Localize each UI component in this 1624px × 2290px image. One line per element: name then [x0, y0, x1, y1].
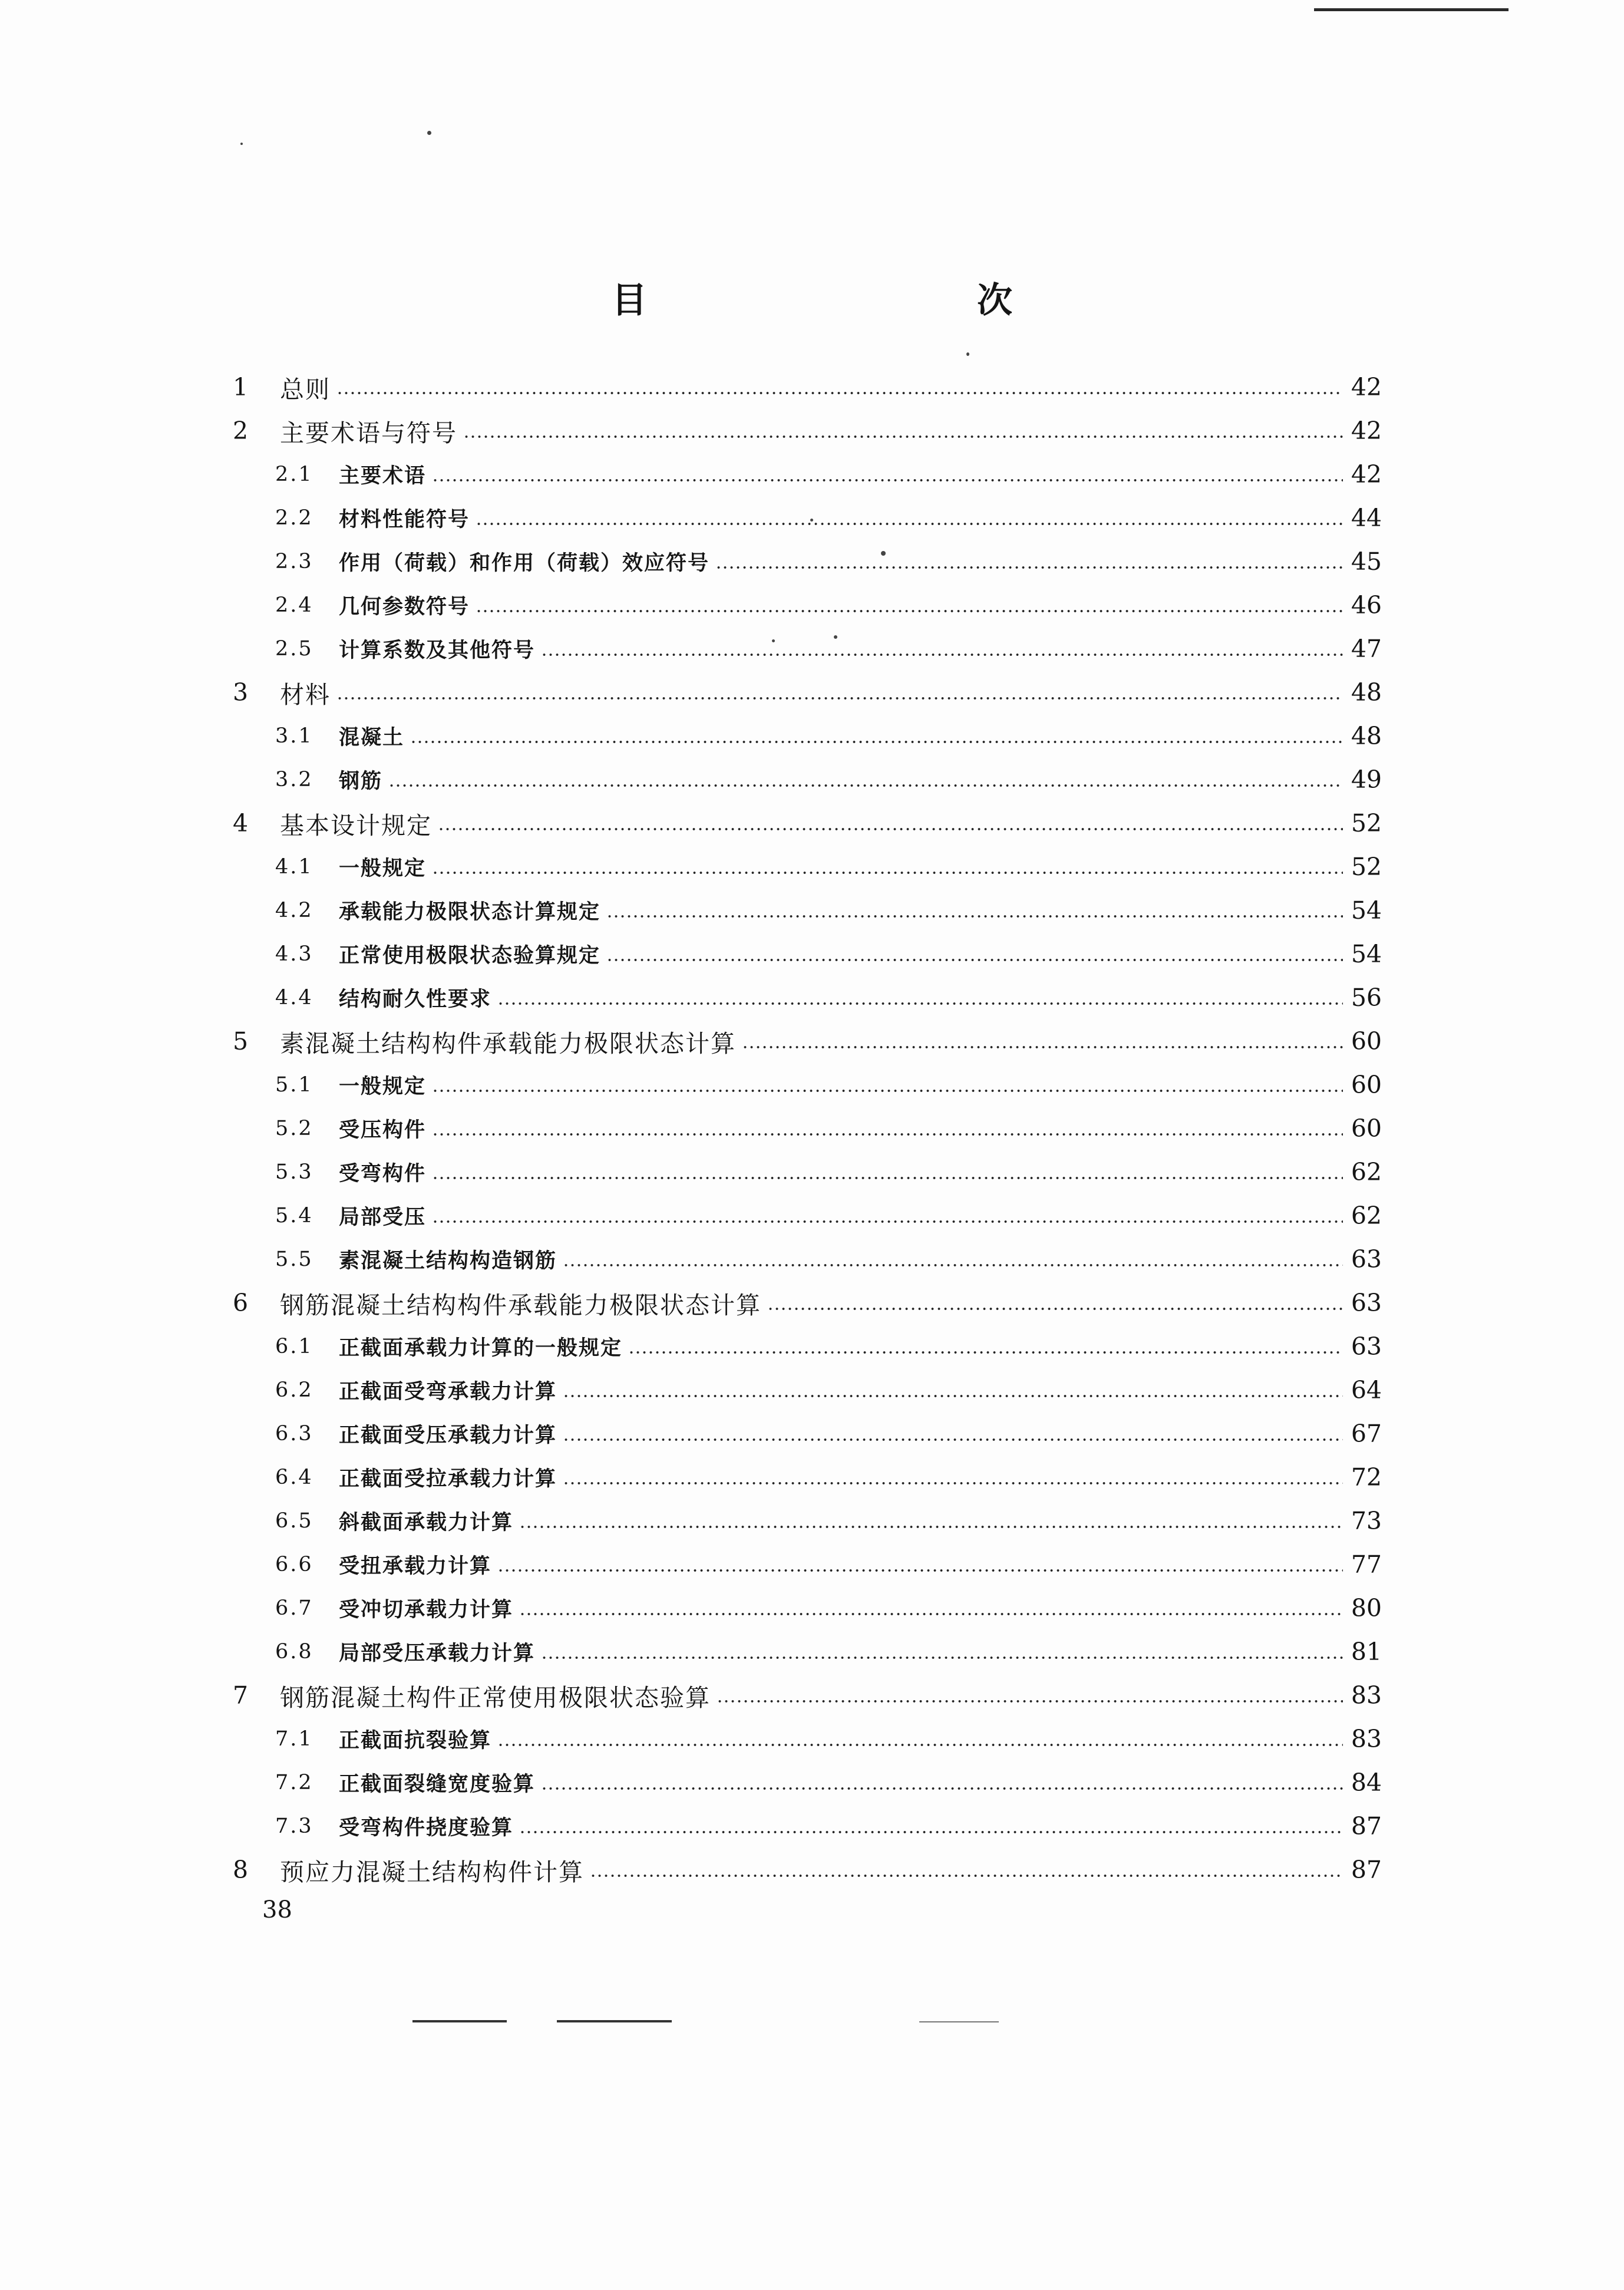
toc-entry-number: 5.2 [275, 1117, 313, 1140]
toc-entry-page: 87 [1351, 1812, 1382, 1840]
toc-dot-leader [715, 565, 1343, 570]
bottom-edge-mark [412, 2020, 507, 2022]
toc-section-entry[interactable] [233, 627, 1382, 671]
toc-section-entry[interactable] [233, 453, 1382, 496]
toc-dot-leader [432, 870, 1343, 875]
toc-dot-leader [541, 652, 1343, 657]
toc-entry-number: 5.1 [275, 1073, 313, 1097]
bottom-edge-mark [557, 2020, 672, 2022]
toc-entry-page: 48 [1351, 678, 1382, 707]
toc-entry-page: 60 [1351, 1114, 1382, 1143]
toc-chapter-entry[interactable] [233, 1019, 1382, 1063]
toc-entry-number: 5 [233, 1027, 249, 1055]
toc-section-entry[interactable] [233, 540, 1382, 583]
toc-entry-title: 承载能力极限状态计算规定 [339, 900, 601, 924]
toc-entry-title: 受扭承载力计算 [339, 1555, 492, 1578]
toc-section-entry[interactable] [233, 1368, 1382, 1412]
toc-entry-title: 总则 [280, 375, 331, 404]
toc-section-entry[interactable] [233, 1238, 1382, 1281]
toc-section-entry[interactable] [233, 889, 1382, 932]
toc-chapter-entry[interactable] [233, 365, 1382, 409]
toc-entry-title: 主要术语与符号 [280, 418, 457, 447]
page-title: 目 次 [612, 280, 1160, 322]
table-of-contents [233, 365, 1382, 1892]
toc-entry-title: 正截面受拉承载力计算 [339, 1467, 557, 1491]
toc-entry-number: 2.3 [275, 550, 313, 573]
toc-dot-leader [742, 1045, 1343, 1050]
toc-entry-number: 2.1 [275, 463, 313, 486]
toc-entry-number: 4 [233, 809, 249, 837]
toc-section-entry[interactable] [233, 714, 1382, 758]
toc-entry-title: 斜截面承载力计算 [339, 1511, 514, 1535]
toc-chapter-entry[interactable] [233, 671, 1382, 714]
toc-dot-leader [432, 1219, 1343, 1224]
toc-entry-number: 3.1 [275, 724, 313, 748]
toc-dot-leader [432, 1176, 1343, 1180]
toc-entry-page: 44 [1351, 504, 1382, 532]
toc-entry-number: 6.8 [275, 1640, 313, 1664]
toc-dot-leader [767, 1306, 1343, 1311]
toc-dot-leader [497, 1568, 1343, 1573]
toc-dot-leader [497, 1743, 1343, 1747]
toc-entry-page: 49 [1351, 765, 1382, 794]
toc-entry-page: 54 [1351, 896, 1382, 925]
toc-entry-page: 42 [1351, 373, 1382, 401]
toc-entry-number: 2.2 [275, 506, 313, 530]
toc-entry-number: 5.4 [275, 1204, 313, 1228]
toc-entry-title: 材料 [280, 680, 331, 709]
toc-entry-page: 60 [1351, 1027, 1382, 1055]
toc-entry-title: 正截面抗裂验算 [339, 1729, 492, 1753]
toc-dot-leader [463, 434, 1343, 439]
toc-dot-leader [590, 1873, 1343, 1878]
toc-entry-page: 52 [1351, 853, 1382, 881]
toc-entry-number: 5.5 [275, 1248, 313, 1271]
toc-entry-number: 2.5 [275, 637, 313, 661]
toc-entry-number: 5.3 [275, 1160, 313, 1184]
toc-entry-title: 主要术语 [339, 464, 427, 488]
toc-entry-page: 52 [1351, 809, 1382, 837]
toc-entry-page: 87 [1351, 1856, 1382, 1884]
toc-entry-title: 正常使用极限状态验算规定 [339, 944, 601, 968]
toc-dot-leader [541, 1655, 1343, 1660]
toc-section-entry[interactable] [233, 1150, 1382, 1194]
toc-chapter-entry[interactable] [233, 801, 1382, 845]
toc-dot-leader [563, 1394, 1343, 1398]
toc-entry-number: 3.2 [275, 768, 313, 791]
toc-section-entry[interactable] [233, 1107, 1382, 1150]
toc-dot-leader [432, 1088, 1343, 1093]
toc-section-entry[interactable] [233, 1761, 1382, 1804]
toc-dot-leader [563, 1481, 1343, 1486]
scan-speck [240, 143, 243, 145]
toc-entry-number: 4.3 [275, 942, 313, 966]
toc-dot-leader [563, 1263, 1343, 1268]
toc-entry-title: 局部受压 [339, 1206, 427, 1229]
toc-entry-title: 受冲切承载力计算 [339, 1598, 514, 1622]
toc-entry-page: 63 [1351, 1245, 1382, 1273]
toc-entry-page: 47 [1351, 635, 1382, 663]
toc-entry-page: 62 [1351, 1202, 1382, 1230]
toc-entry-number: 4.1 [275, 855, 313, 879]
toc-chapter-entry[interactable] [233, 1848, 1382, 1892]
toc-section-entry[interactable] [233, 1586, 1382, 1630]
toc-dot-leader [563, 1437, 1343, 1442]
toc-entry-page: 67 [1351, 1420, 1382, 1448]
toc-entry-title: 几何参数符号 [339, 595, 470, 619]
toc-entry-number: 4.2 [275, 899, 313, 922]
toc-entry-page: 64 [1351, 1376, 1382, 1404]
toc-entry-number: 1 [233, 373, 249, 401]
toc-dot-leader [497, 1001, 1343, 1006]
toc-section-entry[interactable] [233, 1717, 1382, 1761]
toc-dot-leader [541, 1786, 1343, 1791]
toc-section-entry[interactable] [233, 1630, 1382, 1674]
toc-entry-number: 6.7 [275, 1596, 313, 1620]
toc-entry-page: 45 [1351, 547, 1382, 576]
toc-entry-title: 一般规定 [339, 857, 427, 880]
toc-entry-title: 局部受压承载力计算 [339, 1642, 536, 1665]
toc-entry-title: 受弯构件 [339, 1162, 427, 1186]
toc-entry-page: 42 [1351, 460, 1382, 489]
toc-entry-number: 4.4 [275, 986, 313, 1009]
toc-entry-title: 混凝土 [339, 726, 405, 750]
toc-entry-page: 60 [1351, 1071, 1382, 1099]
toc-chapter-entry[interactable] [233, 1674, 1382, 1717]
toc-entry-page: 80 [1351, 1594, 1382, 1622]
toc-entry-page: 77 [1351, 1550, 1382, 1579]
toc-entry-title: 钢筋混凝土构件正常使用极限状态验算 [280, 1683, 711, 1712]
toc-entry-title: 正截面受压承载力计算 [339, 1424, 557, 1447]
toc-entry-title: 作用（荷载）和作用（荷载）效应符号 [339, 552, 710, 575]
toc-entry-page: 42 [1351, 417, 1382, 445]
toc-section-entry[interactable] [233, 1194, 1382, 1238]
toc-entry-title: 钢筋混凝土结构构件承载能力极限状态计算 [280, 1291, 761, 1319]
toc-entry-title: 结构耐久性要求 [339, 988, 492, 1011]
toc-entry-title: 一般规定 [339, 1075, 427, 1098]
toc-section-entry[interactable] [233, 1456, 1382, 1499]
toc-entry-page: 62 [1351, 1158, 1382, 1186]
toc-entry-title: 计算系数及其他符号 [339, 639, 536, 662]
toc-section-entry[interactable] [233, 1543, 1382, 1586]
toc-dot-leader [519, 1612, 1343, 1616]
toc-entry-page: 73 [1351, 1507, 1382, 1535]
toc-section-entry[interactable] [233, 496, 1382, 540]
page-number: 38 [262, 1896, 292, 1923]
toc-section-entry[interactable] [233, 1804, 1382, 1848]
toc-chapter-entry[interactable] [233, 1281, 1382, 1325]
toc-entry-number: 6.1 [275, 1335, 313, 1358]
toc-entry-page: 83 [1351, 1725, 1382, 1753]
toc-entry-number: 6.5 [275, 1509, 313, 1533]
toc-entry-number: 7.3 [275, 1814, 313, 1838]
toc-entry-title: 钢筋 [339, 770, 383, 793]
toc-entry-number: 3 [233, 678, 249, 707]
toc-entry-title: 正截面裂缝宽度验算 [339, 1773, 536, 1796]
bottom-edge-mark [919, 2021, 999, 2022]
toc-entry-title: 预应力混凝土结构构件计算 [280, 1857, 584, 1886]
toc-section-entry[interactable] [233, 932, 1382, 976]
scan-speck [427, 131, 431, 135]
toc-entry-number: 8 [233, 1856, 249, 1884]
toc-dot-leader [336, 696, 1343, 701]
toc-entry-title: 基本设计规定 [280, 811, 432, 840]
toc-entry-number: 6.3 [275, 1422, 313, 1446]
toc-entry-page: 84 [1351, 1768, 1382, 1797]
toc-entry-page: 56 [1351, 984, 1382, 1012]
toc-dot-leader [388, 783, 1343, 788]
toc-section-entry[interactable] [233, 976, 1382, 1019]
toc-entry-number: 2 [233, 417, 249, 445]
toc-entry-number: 7.1 [275, 1727, 313, 1751]
toc-entry-title: 素混凝土结构构造钢筋 [339, 1249, 557, 1273]
toc-section-entry[interactable] [233, 1063, 1382, 1107]
toc-entry-number: 2.4 [275, 593, 313, 617]
toc-section-entry[interactable] [233, 1412, 1382, 1456]
toc-entry-page: 83 [1351, 1681, 1382, 1710]
toc-dot-leader [628, 1350, 1343, 1355]
toc-entry-title: 受弯构件挠度验算 [339, 1816, 514, 1840]
toc-dot-leader [519, 1830, 1343, 1834]
toc-dot-leader [438, 827, 1343, 831]
toc-section-entry[interactable] [233, 845, 1382, 889]
toc-entry-page: 46 [1351, 591, 1382, 619]
toc-entry-number: 6.4 [275, 1466, 313, 1489]
toc-entry-page: 48 [1351, 722, 1382, 750]
toc-section-entry[interactable] [233, 1325, 1382, 1368]
toc-entry-page: 63 [1351, 1289, 1382, 1317]
toc-dot-leader [336, 391, 1343, 395]
toc-entry-number: 6.6 [275, 1553, 313, 1576]
toc-entry-page: 81 [1351, 1638, 1382, 1666]
toc-entry-number: 6 [233, 1289, 249, 1317]
toc-entry-page: 63 [1351, 1332, 1382, 1361]
toc-entry-title: 材料性能符号 [339, 508, 470, 532]
scan-speck [966, 352, 969, 356]
toc-dot-leader [432, 1132, 1343, 1137]
toc-entry-title: 素混凝土结构构件承载能力极限状态计算 [280, 1029, 736, 1058]
toc-section-entry[interactable] [233, 583, 1382, 627]
toc-entry-page: 72 [1351, 1463, 1382, 1492]
toc-entry-title: 正截面受弯承载力计算 [339, 1380, 557, 1404]
toc-dot-leader [410, 740, 1343, 744]
top-edge-rule [1314, 8, 1509, 11]
toc-section-entry[interactable] [233, 1499, 1382, 1543]
toc-dot-leader [606, 914, 1343, 919]
toc-dot-leader [717, 1699, 1343, 1704]
toc-chapter-entry[interactable] [233, 409, 1382, 453]
toc-entry-title: 受压构件 [339, 1118, 427, 1142]
toc-entry-number: 7.2 [275, 1771, 313, 1794]
toc-dot-leader [432, 478, 1343, 483]
toc-dot-leader [519, 1525, 1343, 1529]
toc-dot-leader [476, 522, 1343, 526]
toc-entry-number: 6.2 [275, 1378, 313, 1402]
toc-entry-number: 7 [233, 1681, 249, 1710]
toc-section-entry[interactable] [233, 758, 1382, 801]
toc-dot-leader [606, 958, 1343, 962]
toc-entry-title: 正截面承载力计算的一般规定 [339, 1337, 623, 1360]
toc-dot-leader [476, 609, 1343, 613]
toc-entry-page: 54 [1351, 940, 1382, 968]
